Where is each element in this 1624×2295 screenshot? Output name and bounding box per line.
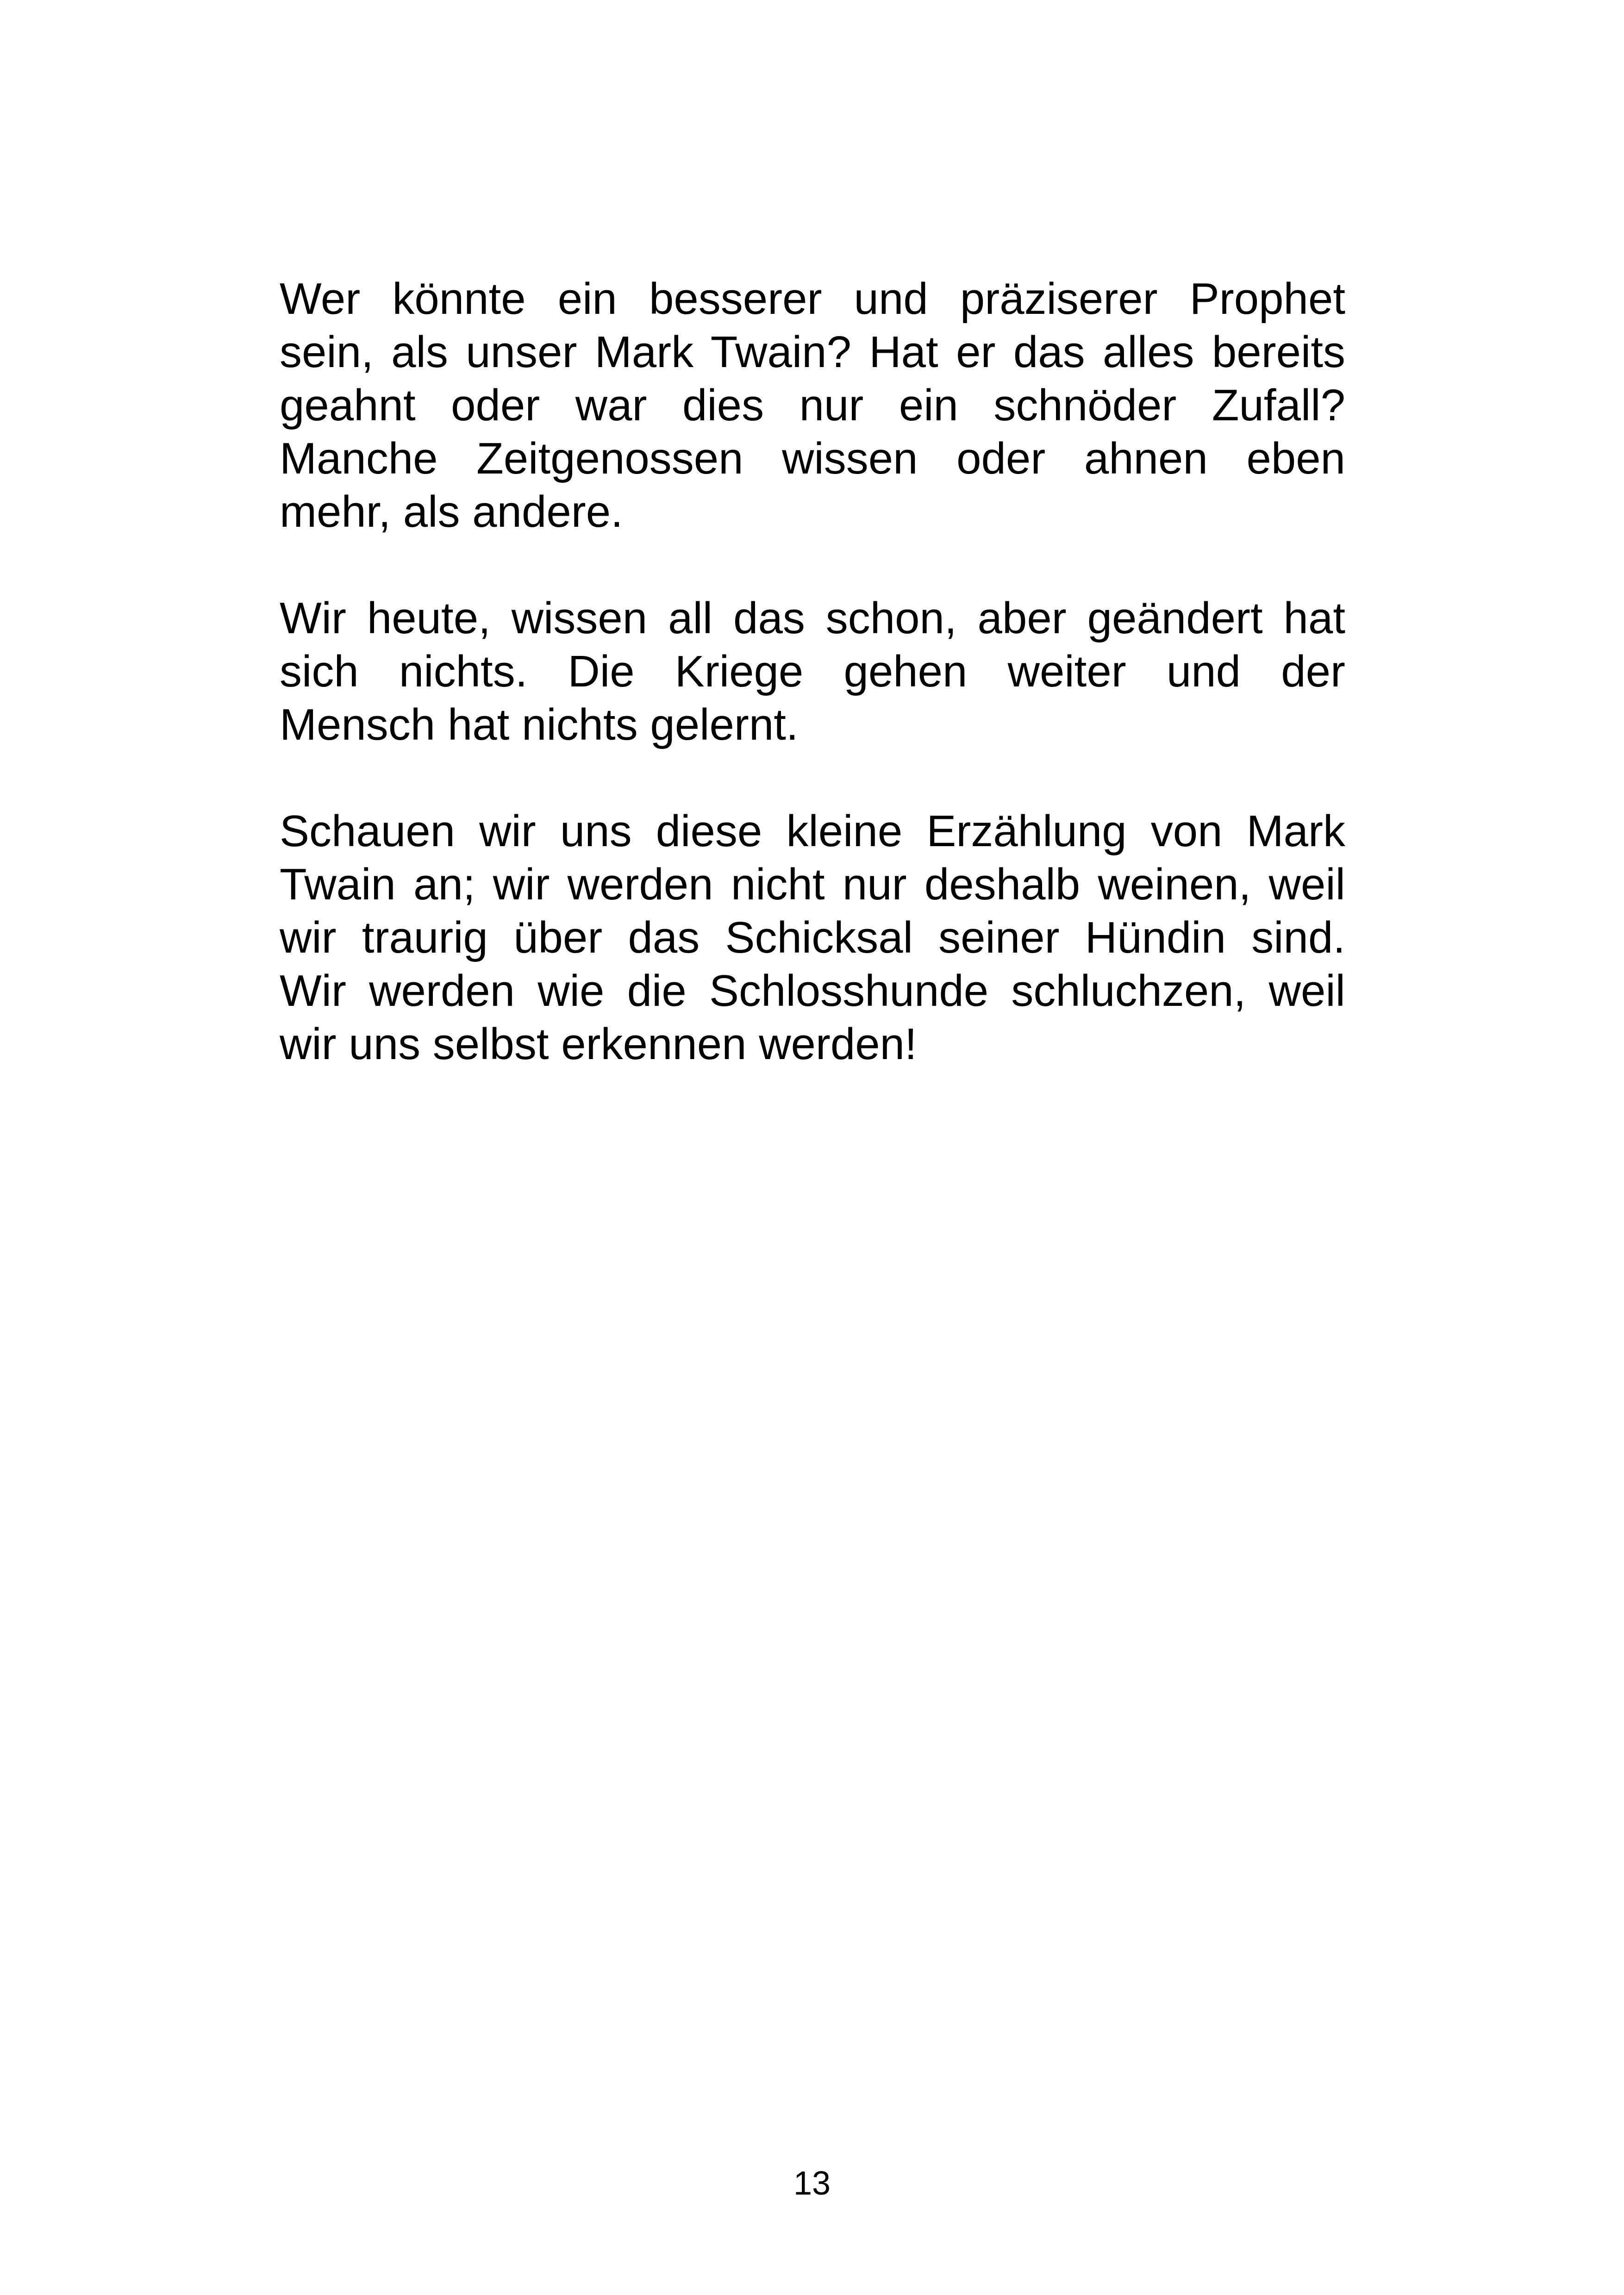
paragraph-3 [280, 804, 1345, 1071]
text-line: wir uns selbst erkennen werden! [280, 1019, 917, 1069]
text-line: Schauen wir uns diese kleine Erzählung von Mark [280, 806, 1345, 856]
paragraph-2 [280, 592, 1345, 751]
text-line: Mensch hat nichts gelernt. [280, 700, 799, 749]
text-line: geahnt oder war dies nur ein schnöder Zufall? [280, 380, 1345, 430]
text-line: mehr, als andere. [280, 487, 623, 536]
text-line: sein, als unser Mark Twain? Hat er das alles bereits [280, 327, 1345, 377]
body-text [280, 272, 1345, 1124]
text-line: Manche Zeitgenossen wissen oder ahnen eben [280, 434, 1345, 483]
page-number: 13 [793, 2165, 831, 2202]
text-line: Wir werden wie die Schlosshunde schluchzen, weil [280, 966, 1345, 1016]
text-line: sich nichts. Die Kriege gehen weiter und der [280, 647, 1345, 696]
paragraph-1 [280, 272, 1345, 538]
text-line: wir traurig über das Schicksal seiner Hündin sind. [280, 913, 1345, 962]
text-line: Twain an; wir werden nicht nur deshalb weinen, weil [280, 860, 1345, 909]
text-line: Wer könnte ein besserer und präziserer Prophet [280, 274, 1345, 324]
text-line: Wir heute, wissen all das schon, aber geändert hat [280, 593, 1345, 643]
